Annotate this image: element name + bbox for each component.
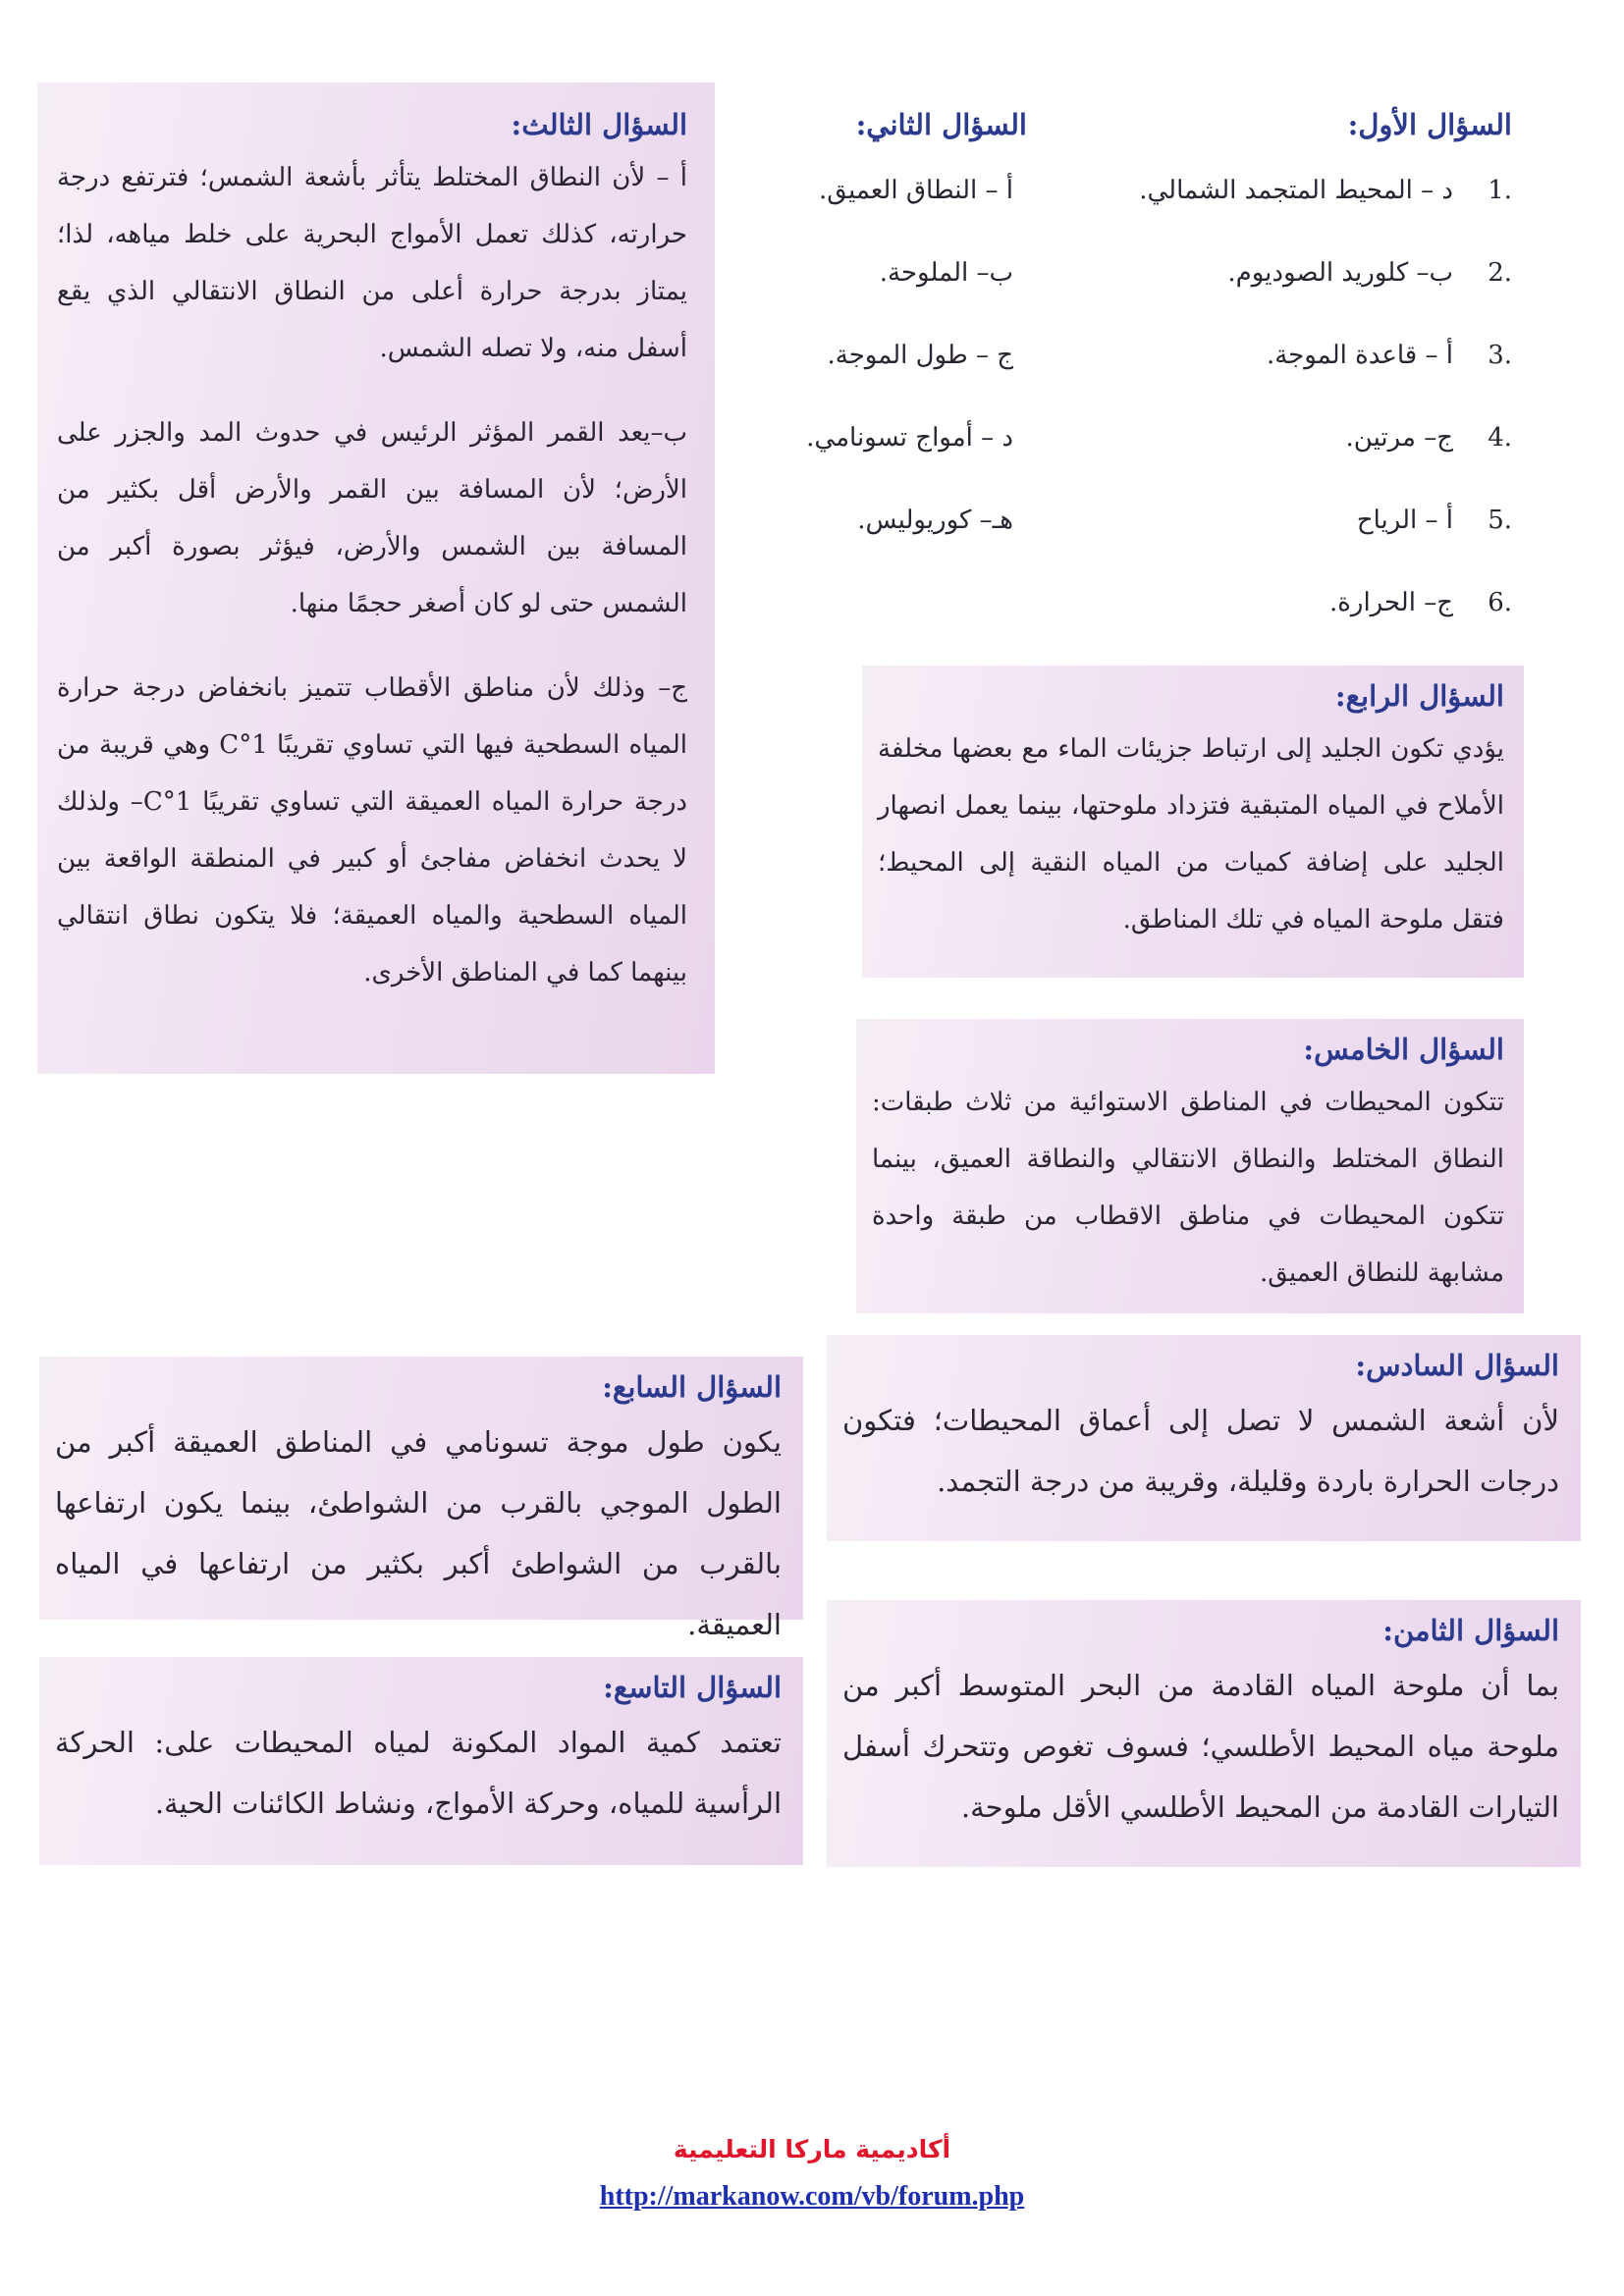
- q1-panel: [1070, 82, 1522, 652]
- q7-panel: [39, 1357, 803, 1641]
- q6-heading: السؤال السادس:: [1355, 1349, 1559, 1382]
- q1-heading: السؤال الأول:: [1347, 108, 1512, 141]
- q9-panel: [39, 1657, 803, 1865]
- q6-answer: لأن أشعة الشمس لا تصل إلى أعماق المحيطات؛ فتكون درجات الحرارة باردة وقليلة، وقريبة من درجة التجمد.: [842, 1404, 1559, 1498]
- q2-answer-c: ج – طول الموجة.: [827, 341, 1013, 370]
- q6-panel: [827, 1335, 1581, 1541]
- q2-answer-list: [756, 149, 1027, 561]
- q2-heading: السؤال الثاني:: [855, 108, 1027, 141]
- q1-answer-1: .1د – المحيط المتجمد الشمالي.: [1139, 176, 1512, 205]
- q7-answer: يكون طول موجة تسونامي في المناطق العميقة أكبر من الطول الموجي بالقرب من الشواطئ، بينما يكون ارتفاعها بالقرب من الشواطئ أكبر بكثير من ارتفاعها في المياه العميقة.: [55, 1425, 782, 1641]
- q3-answer-c: ج– وذلك لأن مناطق الأقطاب تتميز بانخفاض درجة حرارة المياه السطحية فيها التي تساوي تقريبًا 1°C وهي قريبة من درجة حرارة المياه العميقة التي تساوي تقريبًا 1°C– ولذلك لا يحدث انخفاض مفاجئ أو كبير في المنطقة الواقعة بين المياه السطحية والمياه العميقة؛ فلا يتكون نطاق انتقالي بينهما كما في المناطق الأخرى.: [57, 673, 688, 988]
- footer-link[interactable]: http://markanow.com/vb/forum.php: [599, 2181, 1025, 2212]
- q1-answer-4: .4ج– مرتين.: [1345, 423, 1512, 453]
- q2-answer-e: هـ– كوريوليس.: [857, 506, 1013, 535]
- q4-answer: يؤدي تكون الجليد إلى ارتباط جزيئات الماء مع بعضها مخلفة الأملاح في المياه المتبقية فتزداد ملوحتها، بينما يعمل انصهار الجليد على إضافة كميات من المياه النقية إلى المحيط؛ فتقل ملوحة المياه في تلك المناطق.: [878, 734, 1504, 934]
- q3-panel: [37, 82, 715, 1074]
- q2-answer-d: د – أمواج تسونامي.: [806, 423, 1013, 453]
- q2-answer-a: أ – النطاق العميق.: [819, 176, 1013, 205]
- q3-answer-a: أ – لأن النطاق المختلط يتأثر بأشعة الشمس؛ فترتفع درجة حرارته، كذلك تعمل الأمواج البحرية على خلط مياهه، لذا؛ يمتاز بدرجة حرارة أعلى من النطاق الانتقالي الذي يقع أسفل منه، ولا تصله الشمس.: [57, 163, 687, 363]
- q3-heading: السؤال الثالث:: [511, 108, 687, 141]
- q5-heading: السؤال الخامس:: [1303, 1033, 1504, 1066]
- q8-heading: السؤال الثامن:: [1382, 1614, 1559, 1647]
- q4-panel: [862, 666, 1524, 978]
- q7-heading: السؤال السابع:: [602, 1370, 782, 1404]
- q3-answer-b: ب–يعد القمر المؤثر الرئيس في حدوث المد والجزر على الأرض؛ لأن المسافة بين القمر والأرض أقل بكثير من المسافة بين الشمس والأرض، فيؤثر بصورة أكبر من الشمس حتى لو كان أصغر حجمًا منها.: [57, 418, 687, 618]
- footer-title: أكاديمية ماركا التعليمية: [673, 2135, 951, 2163]
- q9-heading: السؤال التاسع:: [603, 1671, 782, 1704]
- q2-panel: [746, 82, 1041, 613]
- q1-answer-3: .3أ – قاعدة الموجة.: [1266, 341, 1512, 370]
- q1-answer-2: .2ب– كلوريد الصوديوم.: [1227, 258, 1512, 288]
- q5-answer: تتكون المحيطات في المناطق الاستوائية من ثلاث طبقات: النطاق المختلط والنطاق الانتقالي والنطاقة العميق، بينما تتكون المحيطات في مناطق الاقطاب من طبقة واحدة مشابهة للنطاق العميق.: [872, 1088, 1504, 1288]
- q2-answer-b: ب– الملوحة.: [879, 258, 1013, 288]
- q1-answer-6: .6ج– الحرارة.: [1329, 588, 1512, 617]
- q8-panel: [827, 1600, 1581, 1867]
- q8-answer: بما أن ملوحة المياه القادمة من البحر المتوسط أكبر من ملوحة مياه المحيط الأطلسي؛ فسوف تغوص وتتحرك أسفل التيارات القادمة من المحيط الأطلسي الأقل ملوحة.: [842, 1669, 1559, 1824]
- q1-answer-5: .5أ – الرياح: [1356, 506, 1512, 535]
- q4-heading: السؤال الرابع:: [1334, 679, 1504, 713]
- q1-answer-list: [1080, 149, 1512, 644]
- q5-panel: [856, 1019, 1524, 1313]
- q9-answer: تعتمد كمية المواد المكونة لمياه المحيطات على: الحركة الرأسية للمياه، وحركة الأمواج، ونشاط الكائنات الحية.: [55, 1726, 782, 1820]
